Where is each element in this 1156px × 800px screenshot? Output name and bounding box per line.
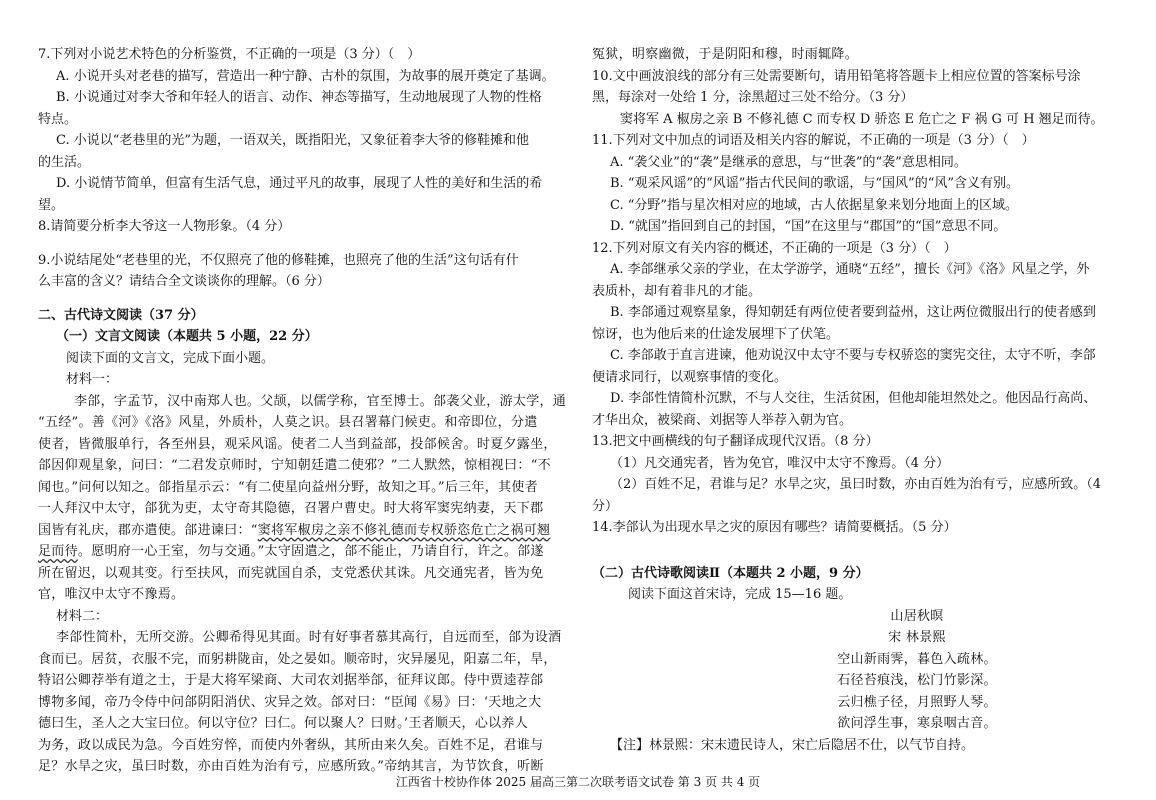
- passage-line: 食而已。居贫，衣服不完，而躬耕陇亩，处之晏如。顺帝时，灾异屡见，阳嘉二年，旱，: [38, 651, 557, 667]
- poem: [592, 606, 1132, 735]
- poem-title: 山居秋暝: [890, 608, 944, 624]
- q7-option-c-cont: 的生活。: [38, 154, 91, 170]
- passage-line: 所在留迟，以观其变。行至扶风，而宪就国自杀，支党悉伏其诛。凡交通宪者，皆为免: [38, 565, 544, 581]
- section-2-heading: 二、古代诗文阅读（37 分）: [38, 307, 204, 323]
- material-2-text: [38, 627, 583, 778]
- passage-line: 闻也。”问何以知之。郃指星示云：“有二使星向益州分野，故知之耳。”后三年，其使者: [38, 479, 538, 495]
- q7-option-c: C. 小说以“老巷里的光”为题，一语双关，既指阳光，又象征着李大爷的修鞋摊和他: [56, 133, 530, 148]
- q10-stem: 10.文中画波浪线的部分有三处需要断句，请用铅笔将答题卡上相应位置的答案标号涂: [592, 68, 1081, 84]
- q12-option-b-cont: 惊讶，也为他后来的仕途发展埋下了伏笔。: [592, 326, 840, 342]
- passage-line: 李郃，字孟节，汉中南郑人也。父颉，以儒学称，官至博士。郃袭父业，游太学，通: [74, 393, 567, 409]
- q7-option-a: A. 小说开头对老巷的描写，营造出一种宁静、古朴的氛围，为故事的展开奠定了基调。: [56, 68, 555, 84]
- q9-stem: 9.小说结尾处“老巷里的光，不仅照亮了他的修鞋摊，也照亮了他的生活”这句话有什: [38, 252, 519, 268]
- material-1-text: [38, 391, 583, 606]
- passage-line: 特诏公卿荐举有道之士，于是大将军梁商、大司农刘据举郃，征拜议郎。侍中贾逵荐郃: [38, 673, 544, 688]
- poem-line: 石径苔痕浅，松门竹影深。: [837, 673, 997, 688]
- q14-stem: 14.李郃认为出现水旱之灾的原因有哪些？请简要概括。（5 分）: [592, 520, 957, 535]
- q11-option-d: D. “就国”指回到自己的封国，“国”在这里与“郡国”的“国”意思不同。: [610, 219, 1007, 234]
- q11-option-a: A. “袭父业”的“袭”是继承的意思，与“世袭”的“袭”意思相同。: [610, 154, 967, 170]
- passage-line: 郃因仰观星象，问曰：“二君发京师时，宁知朝廷遣二使邪？”二人默然，惊相视曰：“不: [38, 458, 551, 473]
- q8-stem: 8.请简要分析李大爷这一人物形象。（4 分）: [38, 219, 291, 234]
- poem-line: 云归樵子径，月照野人琴。: [837, 694, 997, 710]
- wavy-underlined-text: 足而待: [38, 544, 78, 559]
- left-column: [38, 44, 583, 778]
- passage-line: 使者，皆微服单行，各至州县，观采风谣。使者二人当到益部，投郃候舍。时夏夕露坐，: [38, 436, 557, 452]
- material-2-label: 材料二：: [56, 608, 109, 624]
- passage-text: 国皆有礼庆，郡亦遣使。郃进谏曰：“: [38, 522, 258, 538]
- passage-line: 为务，政以成民为急。今百姓穷悴，而使内外奢纵，其所由来久矣。百姓不足，君谁与: [38, 737, 544, 753]
- subsection-2-heading: （二）古代诗歌阅读Ⅱ（本题共 2 小题，9 分）: [592, 565, 869, 581]
- q13-part-2-cont: 分）: [592, 498, 619, 514]
- q12-option-d-cont: 才华出众，被梁商、刘据等人举荐入朝为官。: [592, 412, 853, 428]
- q12-option-c-cont: 便请求同行，以观察事情的变化。: [592, 369, 788, 385]
- page-footer: 江西省十校协作体 2025 届高三第二次联考语文试卷 第 3 页 共 4 页: [395, 775, 761, 789]
- q7-option-d-cont: 望。: [38, 197, 65, 213]
- passage-line: 官，唯汉中太守不豫焉。: [38, 587, 185, 602]
- q7-stem: 7.下列对小说艺术特色的分析鉴赏，不正确的一项是（3 分）（ ）: [38, 47, 421, 62]
- poem-author: 宋 林景熙: [888, 630, 946, 645]
- q11-stem: 11.下列对文中加点的词语及相关内容的解说，不正确的一项是（3 分）（ ）: [592, 133, 1035, 148]
- poem-line: 空山新雨霁，暮色入疏林。: [837, 651, 997, 667]
- q12-option-a: A. 李郃继承父亲的学业，在太学游学，通晓“五经”，擅长《河》《洛》风星之学，外: [610, 262, 1090, 277]
- poem-line: 欲问浮生事，寒泉咽古音。: [837, 716, 997, 731]
- passage-line: 李郃性简朴，无所交游。公卿希得见其面。时有好事者慕其高行，自远而至，郃为设酒: [56, 630, 562, 645]
- q13-part-1: （1）凡交通宪者，皆为免官，唯汉中太守不豫焉。（4 分）: [610, 455, 950, 471]
- poem-intro: 阅读下面这首宋诗，完成 15—16 题。: [628, 587, 852, 602]
- q7-option-d: D. 小说情节简单，但富有生活气息，通过平凡的故事，展现了人性的美好和生活的希: [56, 176, 543, 191]
- q12-option-d: D. 李郃性情简朴沉默，不与人交往，生活贫困，但他却能坦然处之。他因品行高尚、: [610, 391, 1097, 406]
- subsection-1-heading: （一）文言文阅读（本题共 5 小题，22 分）: [56, 329, 318, 344]
- q7-option-b-cont: 特点。: [38, 111, 78, 127]
- passage-line: 一人拜汉中太守，郃犹为吏，太守奇其隐德，召署户曹史。时大将军窦宪纳妻，天下郡: [38, 501, 544, 516]
- q13-stem: 13.把文中画横线的句子翻译成现代汉语。（8 分）: [592, 434, 879, 449]
- reading-intro: 阅读下面的文言文，完成下面小题。: [66, 350, 275, 366]
- passage-line: 足？水旱之灾，虽曰时数，亦由百姓为治有亏，应感所致。”帝纳其言，为节饮食，听断: [38, 759, 544, 774]
- passage-line: 博物多闻，帝乃令侍中问郃阴阳消伏、灾异之效。郃对曰：“臣闻《易》曰：‘天地之大: [38, 694, 542, 710]
- q10-options: 窦将军 A 椒房之亲 B 不修礼德 C 而专权 D 骄恣 E 危亡之 F 祸 G 可 H 翘足而待。: [620, 111, 1104, 127]
- passage-line: “五经”。善《河》《洛》风星，外质朴，人莫之识。县召署幕门候吏。和帝即位，分遣: [38, 415, 538, 430]
- q12-option-c: C. 李郃敢于直言进谏，他劝说汉中太守不要与专权骄恣的窦宪交往，太守不听，李郃: [610, 348, 1096, 363]
- passage-text: 。愿明府一心王室，勿与交通。”太守固遣之，郃不能止，乃请自行，许之。郃遂: [77, 544, 544, 559]
- passage-line: 德曰生，圣人之大宝曰位。何以守位？曰仁。何以聚人？曰财。’王者顺天，心以养人: [38, 716, 529, 731]
- q10-stem-cont: 黑，每涂对一处给 1 分，涂黑超过三处不给分。（3 分）: [592, 90, 914, 105]
- q11-option-c: C. “分野”指与星次相对应的地域，古人依据星象来划分地面上的区域。: [610, 197, 1019, 213]
- q11-option-b: B. “观采风谣”的“风谣”指古代民间的歌谣，与“国风”的“风”含义有别。: [610, 176, 1019, 191]
- wavy-underlined-text: 窦将军椒房之亲不修礼德而专权骄恣危亡之祸可翘: [257, 522, 551, 538]
- poem-note: 【注】林景熙：宋末遗民诗人，宋亡后隐居不仕，以气节自持。: [610, 737, 975, 753]
- passage-line: [38, 520, 583, 542]
- material-1-label: 材料一：: [66, 372, 119, 387]
- q12-stem: 12.下列对原文有关内容的概述，不正确的一项是（3 分）（ ）: [592, 240, 957, 256]
- right-column: [592, 44, 1132, 756]
- q9-stem-cont: 么丰富的含义？请结合全文谈谈你的理解。（6 分）: [38, 274, 330, 289]
- q7-option-b: B. 小说通过对李大爷和年轻人的语言、动作、神态等描写，生动地展现了人物的性格: [56, 90, 542, 105]
- q12-option-b: B. 李郃通过观察星象，得知朝廷有两位使者要到益州，这让两位微服出行的使者感到: [610, 305, 1096, 320]
- q13-part-2: （2）百姓不足，君谁与足？水旱之灾，虽曰时数，亦由百姓为治有亏，应感所致。（4: [610, 477, 1102, 492]
- passage-line: 冤狱，明察幽微，于是阴阳和穆，时雨辄降。: [592, 47, 859, 62]
- passage-line: [38, 541, 583, 563]
- q12-option-a-cont: 表质朴，却有着非凡的才能。: [592, 283, 762, 299]
